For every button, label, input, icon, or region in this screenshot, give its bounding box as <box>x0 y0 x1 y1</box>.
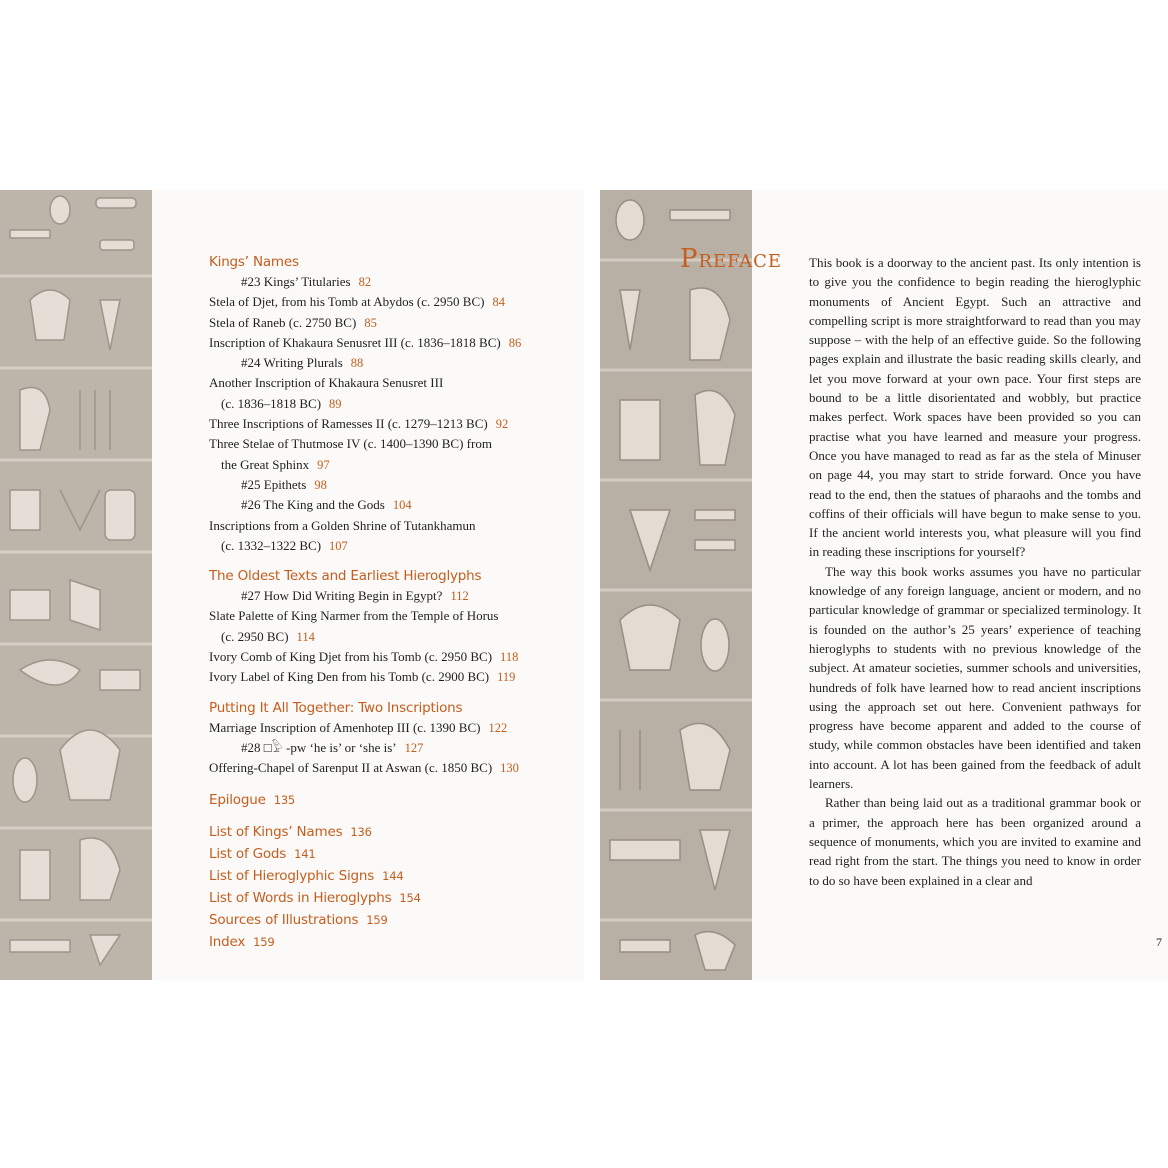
toc-entry[interactable] <box>209 606 569 626</box>
toc-list-label: List of Words in Hieroglyphs <box>209 889 392 906</box>
toc-page-number: 130 <box>500 761 519 776</box>
toc-page-number: 122 <box>488 720 508 735</box>
toc-page-number: 135 <box>273 792 296 807</box>
hieroglyph-stone-image <box>600 190 752 980</box>
toc-entry-title: (c. 1836–1818 BC) <box>221 395 322 411</box>
toc-entry-title: (c. 2950 BC) <box>221 628 289 644</box>
toc-entry[interactable] <box>209 313 569 333</box>
section-spacer <box>209 688 569 698</box>
toc-list-label: Index <box>209 933 246 950</box>
toc-list-label: List of Hieroglyphic Signs <box>209 867 375 884</box>
toc-page-number: 86 <box>508 335 522 350</box>
toc-entry-title: #24 Writing Plurals <box>241 355 343 371</box>
toc-page-number: 141 <box>294 846 316 861</box>
book-spread <box>0 190 1168 980</box>
toc-entry[interactable] <box>209 667 569 687</box>
toc-entry[interactable] <box>209 627 569 647</box>
toc-entry-title: #26 The King and the Gods <box>241 497 385 513</box>
toc-entry-title: Inscription of Khakaura Senusret III (c. 1836–1818 BC) <box>209 334 501 350</box>
toc-page-number: 118 <box>500 650 519 665</box>
toc-page-number: 119 <box>497 670 516 685</box>
toc-list-label: Sources of Illustrations <box>209 911 359 928</box>
toc-page-number: 112 <box>450 589 469 604</box>
preface-body <box>809 253 1141 890</box>
toc-entry[interactable] <box>209 738 569 758</box>
toc-entry[interactable] <box>209 272 569 292</box>
hieroglyph-relief-illustration <box>600 190 752 980</box>
section-spacer <box>209 811 569 821</box>
toc-page-number: 127 <box>404 740 424 755</box>
toc-section-heading[interactable]: Putting It All Together: Two Inscriptions <box>209 699 463 716</box>
toc-page-number: 89 <box>329 396 342 411</box>
toc-list-label: List of Gods <box>209 845 287 862</box>
toc-list-entry[interactable] <box>209 887 569 909</box>
toc-entry-title: (c. 1332–1322 BC) <box>221 537 322 553</box>
toc-entry-title: Ivory Label of King Den from his Tomb (c. 2900 BC) <box>209 669 490 685</box>
section-spacer <box>209 779 569 789</box>
toc-entry[interactable] <box>209 758 569 778</box>
toc-page-number: 136 <box>350 824 372 839</box>
toc-entry-title: Offering-Chapel of Sarenput II at Aswan (c. 1850 BC) <box>209 760 493 776</box>
toc-entry-title: Marriage Inscription of Amenhotep III (c. 1390 BC) <box>209 719 481 735</box>
toc-entry-title: Ivory Comb of King Djet from his Tomb (c. 2950 BC) <box>209 649 493 665</box>
toc-entry-title: Another Inscription of Khakaura Senusret III <box>209 375 444 391</box>
preface-paragraph: The way this book works assumes you have no particular knowledge of any foreign language, ancient or modern, and no particular knowledge of grammar or specialized terminology. It is founded on the author’s 25 years’ experience of teaching hieroglyphs to students with no previous knowledge of the subject. At amateur societies, summer schools and universities, hundreds of folk have learned how to read ancient inscriptions using the approach set out here. Convenient pathways for progress have become apparent and added to the course of study, while common obstacles have been identified and taken into account. A lot has been gained from the feedback of adult learners. <box>809 563 1141 792</box>
toc-page-number: 82 <box>358 275 372 289</box>
toc-entry[interactable] <box>209 292 569 312</box>
toc-list-entry[interactable] <box>209 865 569 887</box>
toc-page-number: 104 <box>392 498 412 513</box>
toc-entry[interactable] <box>209 475 569 495</box>
toc-page-number: 159 <box>253 934 275 949</box>
hieroglyph-relief-illustration <box>0 190 152 980</box>
toc-entry-title: Inscriptions from a Golden Shrine of Tutankhamun <box>209 517 476 533</box>
toc-page-number: 92 <box>495 417 509 432</box>
toc-epilogue-label: Epilogue <box>209 791 266 808</box>
toc-entry[interactable] <box>209 434 569 454</box>
toc-entry[interactable] <box>209 586 569 606</box>
toc-entry-title: Three Stelae of Thutmose IV (c. 1400–1390 BC) from <box>209 436 492 452</box>
toc-list-entry[interactable] <box>209 909 569 931</box>
toc-list-label: List of Kings’ Names <box>209 823 343 840</box>
toc-page-number: 144 <box>382 868 404 883</box>
toc-entry-title: #23 Kings’ Titularies <box>241 274 351 289</box>
toc-section-heading[interactable]: The Oldest Texts and Earliest Hieroglyphs <box>209 568 482 585</box>
toc-entry-title: the Great Sphinx <box>221 456 310 472</box>
preface-paragraph: Rather than being laid out as a traditional grammar book or a primer, the approach here has been organized around a sequence of monuments, which you are invited to examine and read right from the start. The things you need to know in order to do so have been explained in a clear and <box>809 795 1141 888</box>
toc-page-number: 159 <box>366 912 388 927</box>
left-page <box>0 190 584 980</box>
toc-entry-title: Three Inscriptions of Ramesses II (c. 1279–1213 BC) <box>209 416 488 432</box>
hieroglyph-stone-image <box>0 190 152 980</box>
toc-entry-title: Stela of Djet, from his Tomb at Abydos (c. 2950 BC) <box>209 294 485 310</box>
toc-entry[interactable] <box>209 414 569 434</box>
toc-entry[interactable] <box>209 536 569 556</box>
toc-entry[interactable] <box>209 718 569 738</box>
toc-epilogue[interactable] <box>209 789 569 811</box>
right-page <box>600 190 1168 980</box>
toc-entry-title: #25 Epithets <box>241 476 307 492</box>
toc-entry[interactable] <box>209 373 569 393</box>
toc-entry-title: #27 How Did Writing Begin in Egypt? <box>241 588 443 604</box>
toc-entry[interactable] <box>209 394 569 414</box>
toc-entry[interactable] <box>209 647 569 667</box>
toc-entry[interactable] <box>209 333 569 353</box>
toc-entry-title: Stela of Raneb (c. 2750 BC) <box>209 314 357 330</box>
toc-page-number: 85 <box>364 315 377 330</box>
toc-entry[interactable] <box>209 455 569 475</box>
toc-list-entry[interactable] <box>209 843 569 865</box>
toc-entry-title: #28 □𓅱 -pw ‘he is’ or ‘she is’ <box>241 739 397 755</box>
toc-page-number: 98 <box>314 477 327 492</box>
toc-entry-title: Slate Palette of King Narmer from the Temple of Horus <box>209 608 499 624</box>
toc-page-number: 97 <box>317 457 330 472</box>
toc-page-number: 107 <box>329 538 348 553</box>
section-spacer <box>209 556 569 566</box>
toc-section-heading[interactable]: Kings’ Names <box>209 254 299 270</box>
page-number: 7 <box>1156 935 1162 949</box>
toc-page-number: 154 <box>399 890 421 905</box>
toc-page-number: 88 <box>350 356 364 371</box>
preface-title: Preface <box>680 244 783 274</box>
toc-entry[interactable] <box>209 353 569 373</box>
toc-list-entry[interactable] <box>209 931 569 953</box>
preface-paragraph: This book is a doorway to the ancient past. Its only intention is to give you the confidence to begin reading the hieroglyphic monuments of Ancient Egypt. Such an attractive and compelling script is more straightforward to read than you may suppose – with the help of an effective guide. So the following pages explain and illustrate the basic reading skills clearly, and let you move forward at your own pace. Your first steps are bound to be a little disorientated and wobbly, but practice makes perfect. Work spaces have been provided so you can practise what you have learned and measure your progress. Once you have managed to read as far as the stela of Minuser on page 44, you may start to stride forward. Once you have read to the end, then the statues of pharaohs and the tombs and coffins of their officials will have begun to make sense to you. If the ancient world interests you, what pleasure will you find in reading these inscriptions for yourself? <box>809 255 1141 560</box>
toc-list-entry[interactable] <box>209 821 569 843</box>
toc-page-number: 84 <box>492 295 505 310</box>
toc-entry[interactable] <box>209 495 569 515</box>
table-of-contents <box>209 252 569 953</box>
toc-page-number: 114 <box>296 629 315 644</box>
toc-entry[interactable] <box>209 516 569 536</box>
